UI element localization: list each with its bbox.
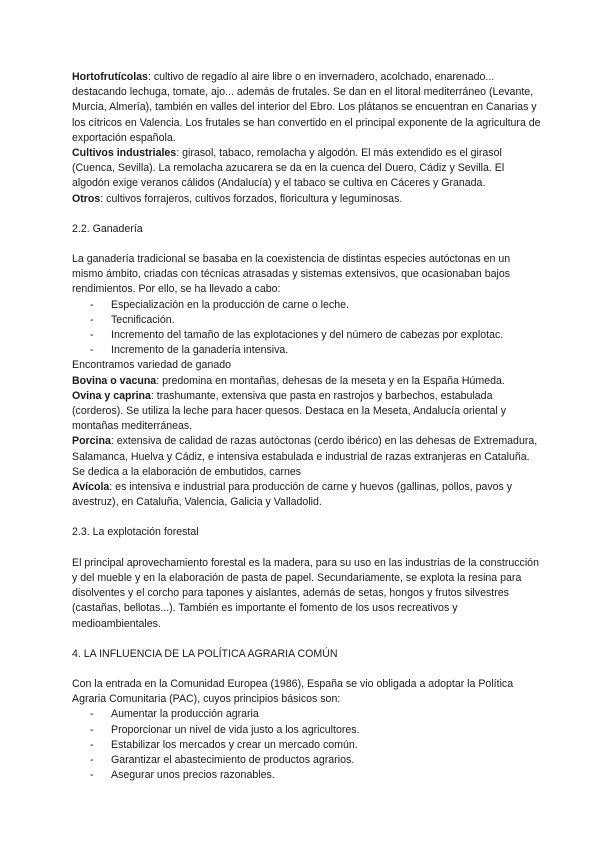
text-ovina: : trashumante, extensiva que pasta en rastrojos y barbechos, estabulada (corderos). Se utiliza la leche para hacer quesos. Destaca en la Meseta, Andalucía oriental y montañas mediterráneas. bbox=[72, 389, 506, 433]
paragraph-avicola bbox=[72, 480, 542, 510]
pac-intro: Con la entrada en la Comunidad Europea (1986), España se vio obligada a adoptar la Política Agraria Comunitaria (PAC), cuyos principios básicos son: bbox=[72, 677, 514, 706]
ganaderia-list bbox=[72, 298, 542, 359]
list-item: - Incremento de la ganadería intensiva. bbox=[72, 343, 542, 358]
paragraph-bovina bbox=[72, 374, 542, 389]
paragraph-industriales bbox=[72, 146, 542, 192]
paragraph-porcina bbox=[72, 434, 542, 480]
text-bovina: : predomina en montañas, dehesas de la meseta y en la España Húmeda. bbox=[156, 374, 505, 387]
text-otros: : cultivos forrajeros, cultivos forzados, floricultura y leguminosas. bbox=[100, 192, 403, 205]
ganaderia-intro: La ganadería tradicional se basaba en la coexistencia de distintas especies autóctonas en un mismo ámbito, criadas con técnicas atrasadas y sistemas extensivos, que ocasionaban bajos rendimientos. Por ello, se ha llevado a cabo: bbox=[72, 253, 511, 296]
ganaderia-variety: Encontramos variedad de ganado bbox=[72, 359, 232, 372]
list-item: - Garantizar el abastecimiento de productos agrarios. bbox=[72, 753, 542, 768]
forestal-text: El principal aprovechamiento forestal es la madera, para su uso en las industrias de la construcción y del mueble y en la elaboración de pasta de papel. Secundariamente, se explota la resina para disolventes y el corcho para tapones y aislantes, además de setas, hongos y frutos silvestres (castañas, bellotas...). También es importante el fomento de los usos recreativos y medioambientales. bbox=[72, 556, 539, 630]
list-item: - Aumentar la producción agraria bbox=[72, 707, 542, 722]
heading-forestal: 2.3. La explotación forestal bbox=[72, 526, 199, 539]
term-ovina: Ovina y caprina bbox=[72, 389, 151, 402]
paragraph-otros bbox=[72, 192, 542, 207]
text-porcina: : extensiva de calidad de razas autóctonas (cerdo ibérico) en las dehesas de Extremadura, Salamanca, Huelva y Cádiz, e intensiva estabulada e industrial de razas extranjeras en Cataluña. Se dedica a la elaboración de embutidos, carnes bbox=[72, 435, 538, 478]
text-hortofruticolas: : cultivo de regadío al aire libre o en invernadero, acolchado, enarenado... destacando lechuga, tomate, ajo... además de frutales. Se dan en el litoral mediterráneo (Levante, Murcia, Almería), también en valles del interior del Ebro. Los plátanos se encuentran en Canarias y los cítricos en Valencia. Los frutales se han convertido en el principal exponente de la agricultura de exportación española. bbox=[72, 71, 541, 144]
list-item: - Tecnificación. bbox=[72, 313, 542, 328]
document-page bbox=[72, 70, 542, 783]
list-item: - Especialización en la producción de carne o leche. bbox=[72, 298, 542, 313]
term-otros: Otros bbox=[72, 192, 101, 205]
term-industriales: Cultivos industriales bbox=[72, 147, 177, 160]
list-item: - Proporcionar un nivel de vida justo a los agricultores. bbox=[72, 723, 542, 738]
paragraph-ovina bbox=[72, 389, 542, 435]
text-industriales: : girasol, tabaco, remolacha y algodón. El más extendido es el girasol (Cuenca, Sevilla). La remolacha azucarera se da en la cuenca del Duero, Cádiz y Sevilla. El algodón exige veranos cálidos (Andalucía) y el tabaco se cultiva en Cáceres y Granada. bbox=[72, 147, 505, 190]
heading-ganaderia: 2.2. Ganadería bbox=[72, 222, 143, 235]
list-item: - Estabilizar los mercados y crear un mercado común. bbox=[72, 738, 542, 753]
heading-pac: 4. LA INFLUENCIA DE LA POLÍTICA AGRARIA COMÚN bbox=[72, 647, 338, 660]
text-avicola: : es intensiva e industrial para producción de carne y huevos (gallinas, pollos, pavos y avestruz), en Cataluña, Valencia, Galicia y Valladolid. bbox=[72, 481, 513, 509]
term-bovina: Bovina o vacuna bbox=[72, 374, 157, 387]
pac-list bbox=[72, 707, 542, 783]
list-item: - Incremento del tamaño de las explotaciones y del número de cabezas por explotac. bbox=[72, 328, 542, 343]
term-porcina: Porcina bbox=[72, 435, 111, 448]
list-item: - Asegurar unos precios razonables. bbox=[72, 768, 542, 783]
paragraph-hortofruticolas bbox=[72, 70, 542, 146]
term-avicola: Avícola bbox=[72, 481, 110, 494]
term-hortofruticolas: Hortofrutícolas bbox=[72, 71, 148, 83]
